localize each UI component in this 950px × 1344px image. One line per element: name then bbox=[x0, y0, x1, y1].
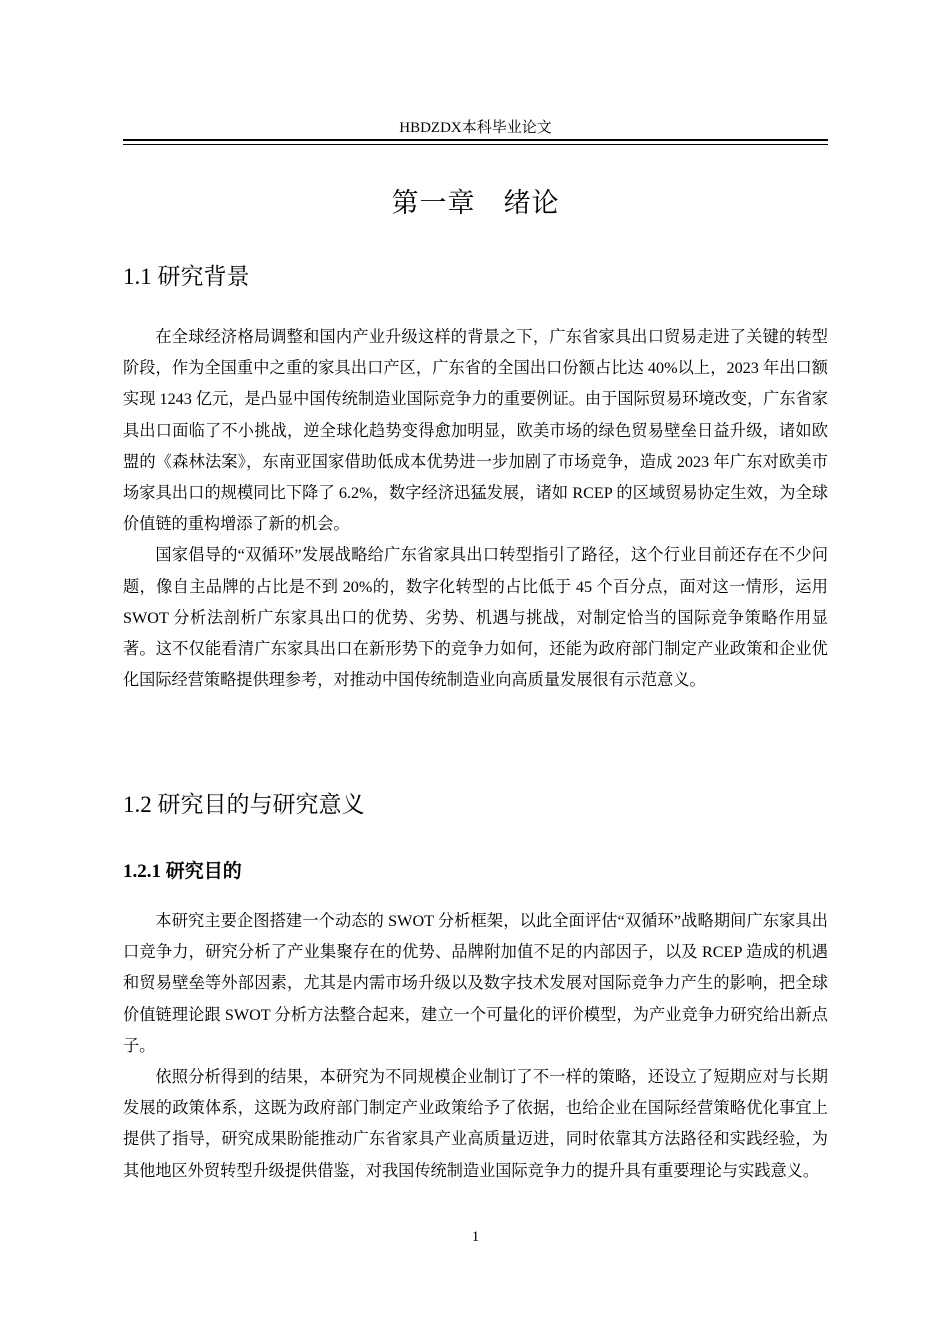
running-header: HBDZDX本科毕业论文 bbox=[399, 120, 552, 136]
header-rule-thin bbox=[123, 144, 828, 145]
page-number: 1 bbox=[471, 1229, 480, 1245]
section-1-2-1-body bbox=[123, 906, 828, 1187]
paragraph: 本研究主要企图搭建一个动态的 SWOT 分析框架，以此全面评估“双循环”战略期间广东家具出口竞争力，研究分析了产业集聚存在的优势、品牌附加值不足的内部因子，以及 RCEP 造成的机遇和贸易壁垒等外部因素，尤其是内需市场升级以及数字技术发展对国际竞争力产生的影响，把全球价值链理论跟 SWOT 分析方法整合起来，建立一个可量化的评价模型，为产业竞争力研究给出新点子。 bbox=[123, 912, 828, 1055]
paragraph: 国家倡导的“双循环”发展战略给广东省家具出口转型指引了路径，这个行业目前还存在不少问题，像自主品牌的占比是不到 20%的，数字化转型的占比低于 45 个百分点，面对这一情形，运用 SWOT 分析法剖析广东家具出口的优势、劣势、机遇与挑战，对制定恰当的国际竞争策略作用显著。这不仅能看清广东家具出口在新形势下的竞争力如何，还能为政府部门制定产业政策和企业优化国际经营策略提供理参考，对推动中国传统制造业向高质量发展很有示范意义。 bbox=[123, 546, 828, 690]
paragraph: 依照分析得到的结果，本研究为不同规模企业制订了不一样的策略，还设立了短期应对与长期发展的政策体系，这既为政府部门制定产业政策给予了依据，也给企业在国际经营策略优化事宜上提供了指导，研究成果盼能推动广东省家具产业高质量迈进，同时依靠其方法路径和实践经验，为其他地区外贸转型升级提供借鉴，对我国传统制造业国际竞争力的提升具有重要理论与实践意义。 bbox=[123, 1068, 828, 1180]
section-heading: 1.1 研究背景 bbox=[123, 264, 250, 289]
section-heading: 1.2 研究目的与研究意义 bbox=[123, 792, 365, 817]
section-1-2 bbox=[123, 788, 828, 822]
header-rule-thick bbox=[123, 139, 828, 141]
paragraph: 在全球经济格局调整和国内产业升级这样的背景之下，广东省家具出口贸易走进了关键的转型阶段，作为全国重中之重的家具出口产区，广东省的全国出口份额占比达 40%以上，2023 年出口额实现 1243 亿元，是凸显中国传统制造业国际竞争力的重要例证。由于国际贸易环境改变，广东省家具出口面临了不小挑战，逆全球化趋势变得愈加明显，欧美市场的绿色贸易壁垒日益升级，诸如欧盟的《森林法案》，东南亚国家借助低成本优势进一步加剧了市场竞争，造成 2023 年广东对欧美市场家具出口的规模同比下降了 6.2%，数字经济迅猛发展，诸如 RCEP 的区域贸易协定生效，为全球价值链的重构增添了新的机会。 bbox=[123, 328, 828, 534]
section-1-1 bbox=[123, 260, 828, 294]
subsection-heading: 1.2.1 研究目的 bbox=[123, 861, 242, 882]
chapter-title: 第一章 绪论 bbox=[391, 188, 560, 219]
section-1-1-body bbox=[123, 322, 828, 696]
section-1-2-1 bbox=[123, 858, 828, 886]
